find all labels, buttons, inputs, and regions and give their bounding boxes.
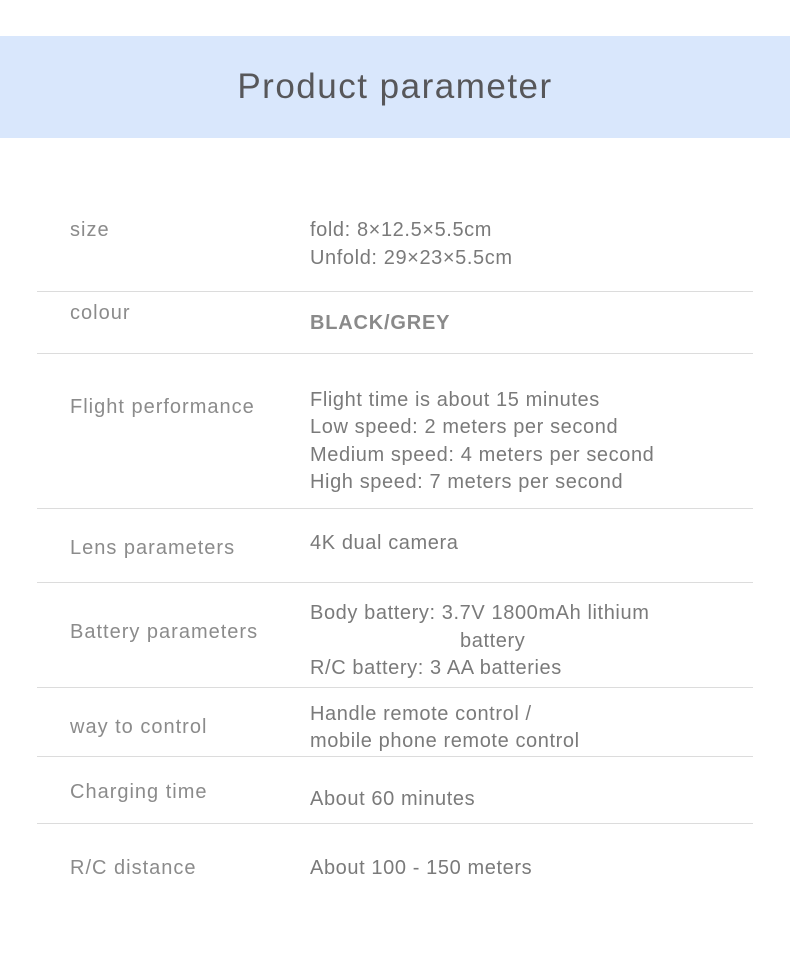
spec-row-colour: [37, 292, 753, 354]
spec-row-charging-time: [37, 757, 753, 825]
row-label: Battery parameters: [70, 621, 259, 643]
value-line: 4K dual camera: [310, 531, 459, 554]
value-line: fold: 8×12.5×5.5cm: [310, 219, 493, 241]
value-line: About 60 minutes: [310, 787, 476, 810]
row-value: [310, 387, 753, 497]
value-line: R/C battery: 3 AA batteries: [310, 657, 562, 679]
header-band: [0, 36, 790, 138]
value-line: Body battery: 3.7V 1800mAh lithium: [310, 602, 650, 624]
spec-row-rc-distance: [37, 824, 753, 943]
value-line: battery: [460, 629, 526, 652]
spec-row-size: [37, 138, 753, 292]
value-line: mobile phone remote control: [310, 730, 580, 752]
row-value: [310, 600, 753, 683]
row-value: [310, 217, 753, 272]
row-label: Lens parameters: [70, 536, 236, 559]
spec-row-lens-parameters: [37, 509, 753, 584]
value-line: Medium speed: 4 meters per second: [310, 443, 655, 466]
value-line: Low speed: 2 meters per second: [310, 416, 619, 438]
value-line: Handle remote control /: [310, 702, 532, 725]
value-line: High speed: 7 meters per second: [310, 471, 624, 493]
page-title: Product parameter: [237, 67, 553, 106]
row-value: [310, 855, 753, 883]
row-label: colour: [70, 302, 131, 324]
spec-row-flight-performance: [37, 354, 753, 509]
spec-row-battery-parameters: [37, 583, 753, 688]
row-value: [310, 530, 753, 558]
value-line: Flight time is about 15 minutes: [310, 388, 600, 411]
row-value: [310, 310, 753, 338]
row-label: way to control: [70, 715, 208, 738]
value-line: BLACK/GREY: [310, 312, 451, 334]
spec-table: [37, 138, 753, 943]
row-value: [310, 786, 753, 814]
row-label: R/C distance: [70, 857, 197, 879]
row-value: [310, 701, 753, 756]
spec-row-way-to-control: [37, 688, 753, 757]
row-label: size: [70, 219, 110, 241]
value-line: About 100 - 150 meters: [310, 857, 533, 879]
value-line: Unfold: 29×23×5.5cm: [310, 246, 513, 269]
row-label: Charging time: [70, 780, 208, 803]
row-label: Flight performance: [70, 395, 255, 418]
